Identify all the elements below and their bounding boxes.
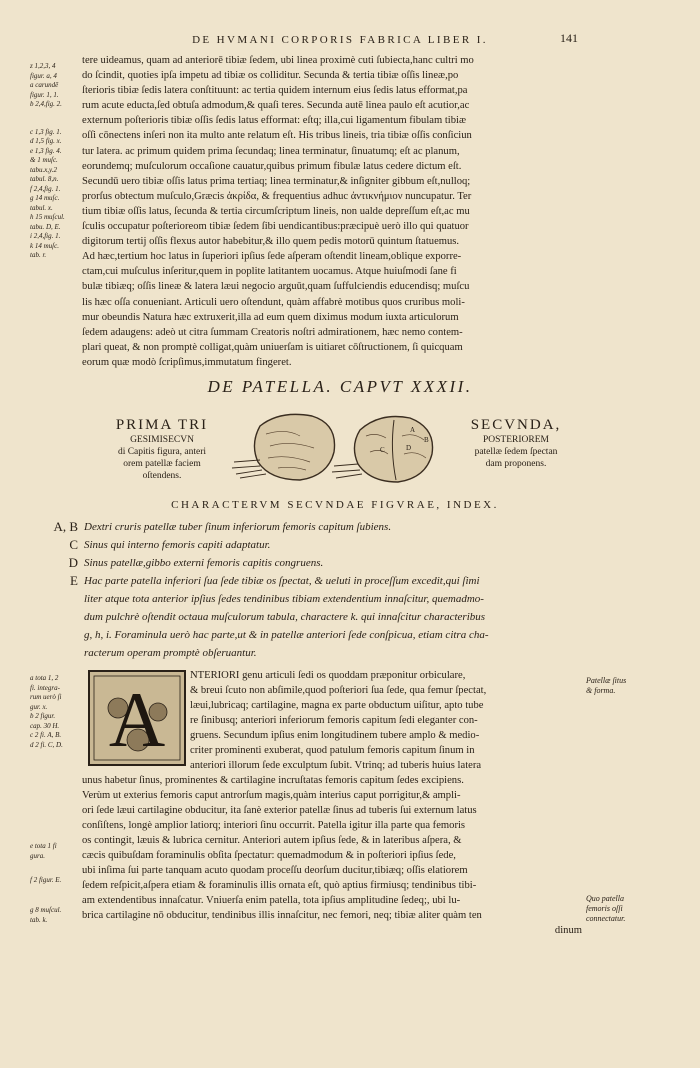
text-line: ori ſede læui cartilagine obducitur, ita ſanè exterior patellæ ſinus ad tuberis ſui externum latus xyxy=(82,805,477,816)
text-line: ſculis occupatur poſterioreom tibiæ ſedem ſibi uendicantibus:præcipuè uerò illo qui quatuor xyxy=(82,221,469,233)
patella-anterior-figure xyxy=(232,414,335,480)
margin-note: i 2,4,fig. 1. xyxy=(30,232,61,240)
figure-label-c: C xyxy=(380,446,385,454)
text-line: externum poſterioris tibiæ oſſis ſedis latus efformat: eſtq; illa,cui ligamentum fibulam tibiæ xyxy=(82,115,467,127)
figure-caption-second xyxy=(446,417,586,470)
margin-note: figur. 1, 1. xyxy=(30,90,59,99)
text-line: oſſi cōnectens inſeri non ita multo ante relatum eſt. His tribus lineis, tria tibiæ oſſis conſiciun xyxy=(82,130,472,142)
margin-notes-top xyxy=(30,62,82,261)
margin-note: fi. integra- xyxy=(30,683,60,692)
text-line: eorundemq; muſculorum occaſione cauatur,quibus primum fibulæ latus cedere dictum eſt. xyxy=(82,160,462,172)
margin-note: f 2,4,fig. 1. xyxy=(30,184,61,193)
margin-note: k 14 muſc. xyxy=(30,241,59,250)
margin-note: d 2 fi. C, D. xyxy=(30,740,63,749)
margin-note: z 1,2,3, 4 xyxy=(30,62,56,70)
margin-notes-bottom xyxy=(30,674,82,750)
text-line: & breui ſcuto non abſimile,quod poſteriori ſua ſede, qua femur ſpectat, xyxy=(190,685,487,696)
margin-notes-bottom-3 xyxy=(30,876,82,886)
text-line: Secundū uero tibiæ oſſis latus prima tertiaq; linea terminatur,& inſigniter gibbum eſt,nulloq; xyxy=(82,175,471,187)
text-line: prorſus obtectum muſculo,Græcis ἀκρίδα, & frequentius adhuc ἀντικνήμιον nuncupatur. Ter xyxy=(82,190,472,202)
running-title: DE HVMANI CORPORIS FABRICA LIBER I. xyxy=(192,34,488,46)
index-entry xyxy=(40,518,580,536)
margin-note: a carundē xyxy=(30,81,59,89)
text-line: anteriori illorum ſede exculptum ſubit. Vtrinq; ad tuberis huius latera xyxy=(190,760,482,771)
text-line: ſedem adaugens: adeò ut citra ſummam Creatoris noſtri admirationem, hæc nemo contem- xyxy=(82,326,463,338)
margin-notes-bottom-4 xyxy=(30,906,82,925)
text-line: conſiſtens, longè amplior latiorq; interiori ſinu occurrit. Patella igitur illa parte qua femoris xyxy=(82,820,466,831)
index-continuation: liter atque tota anterior ipſius ſedes tendinibus tibiam extendentium innaſcitur, quemadmo- xyxy=(84,593,484,605)
chapter-title: DE PATELLA. CAPVT XXXII. xyxy=(207,377,473,396)
margin-note: tabu.x,y.2 xyxy=(30,165,58,174)
figure-caption-line: GESIMISECVN xyxy=(130,435,194,445)
margin-note: & forma. xyxy=(586,686,616,695)
text-line: NTERIORI genu articuli ſedi os quoddam præponitur orbiculare, xyxy=(190,670,466,681)
margin-note: e 1,3 fig. 4. xyxy=(30,146,62,155)
text-line: digitorum tertij oſſis flexus autor habebitur,& illo quem pedis motorū quintum ſtatuemus. xyxy=(82,236,460,248)
text-line: læui,lubricaq; cartilagine, magna ex parte obductum uiſitur, apto tube xyxy=(190,700,484,711)
margin-note: tabu. D, E. xyxy=(30,222,61,231)
text-line: Verùm ut exterius femoris caput antrorſum magis,quàm interius caput porrigitur,& ampli- xyxy=(82,790,461,801)
index-title: CHARACTERVM SECVNDAE FIGVRAE, INDEX. xyxy=(171,499,499,511)
margin-note: tab. r. xyxy=(30,251,47,259)
figure-caption-heading: SECVNDA, xyxy=(470,417,562,433)
text-line: bulæ tibiæq; oſſis lineæ & latera læui negocio arguūt,quam ſuffulciendis educendisq; muſcu xyxy=(82,281,470,293)
margin-note-right-situs xyxy=(586,676,666,696)
figure-caption-line: orem patellæ faciem xyxy=(123,459,201,469)
text-line: mur obeundis Natura hæc extruxerit,illa ad eum quem diximus modum iuxta articulorum xyxy=(82,311,459,323)
text-line: brica cartilagine nō obducitur, tendinibus illis innaſcitur, nec femori, neq; tibiæ aliter quàm ten xyxy=(82,910,482,921)
figure-caption-line: patellæ ſedem ſpectan xyxy=(474,447,558,457)
text-line: tur latera. ac primum quidem prima ſecundaq; linea terminatur, ſinuatumq; eſt ac planum, xyxy=(82,145,460,157)
figure-caption-line: dam proponens. xyxy=(485,459,547,469)
index-letter: E xyxy=(70,573,78,588)
margin-note: & 1 muſc. xyxy=(30,156,58,164)
index-letter: A, B xyxy=(53,519,78,534)
margin-note: g 8 muſcul. xyxy=(30,906,62,914)
text-line: eorum quæ modò ſcripſimus,immutatum fingeret. xyxy=(82,356,292,368)
text-line: do ſcindit, quoties ipſa impetu ad tibiæ os colliditur. Secunda & tertia tibiæ oſſis lineæ,po xyxy=(82,70,459,82)
index-entry xyxy=(40,554,580,572)
margin-note: connectatur. xyxy=(586,914,626,923)
index-continuation: racterum operam promptè obſeruantur. xyxy=(84,647,257,659)
text-line: criter prominenti exuberat, quod patulum femoris capitum ſinum in xyxy=(190,745,475,756)
figure-label-a: A xyxy=(410,426,416,434)
text-line: os contingit, læuis & lubrica cernitur. Anteriori autem ipſius ſede, & in lateribus aſpera, & xyxy=(82,835,462,846)
page-number: 141 xyxy=(560,31,578,45)
margin-note: c 2 fi. A, B. xyxy=(30,731,62,739)
index-text: Hac parte patella inferiori ſua ſede tibiæ os ſpectat, & ueluti in proceſſum excedit,qui ſimi xyxy=(84,575,480,587)
margin-note-right-connect xyxy=(586,894,666,924)
margin-note: h 15 muſcul. xyxy=(30,213,65,221)
margin-note: e tota 1 fi xyxy=(30,842,57,850)
margin-note: b 2 figur. xyxy=(30,712,56,720)
character-index xyxy=(40,518,580,662)
margin-note: gur. x. xyxy=(30,702,48,711)
text-line: rum acute educta,ſed obtuſa admodum,& quaſi teres. Secunda autē linea paulo eſt acutior,ac xyxy=(82,100,470,112)
text-line: ctam,cui muſculus inſeritur,quem in poplite latitantem uocamus. Atque huiuſmodi ſane fi xyxy=(82,266,457,278)
text-line: am extendentibus innaſcatur. Vniuerſa enim patella, tota ipſius amplitudine ſedeq;, ubi lu- xyxy=(82,895,461,906)
index-text: Sinus qui interno femoris capiti adaptatur. xyxy=(84,539,271,551)
margin-note: tab. k. xyxy=(30,915,48,924)
margin-note: rum uerò ſi xyxy=(30,693,62,701)
text-line: re ſinibusq; anteriori inferiorum femoris capitum ſedi eleganter con- xyxy=(190,715,478,726)
chapter-body xyxy=(82,668,582,938)
figure-caption-heading: PRIMA TRI xyxy=(115,417,209,433)
margin-note: gura. xyxy=(30,851,45,860)
text-line: tere uideamus, quam ad anteriorē tibiæ ſedem, ubi linea proximè cuti ſubiecta,hanc cultri mo xyxy=(82,55,474,66)
index-entry xyxy=(40,536,580,554)
text-line: plari queat, & non promptè colligat,quàm uniuerſam is uitiaret cōſtructionem, ſi quicquam xyxy=(82,341,463,353)
text-line: lis hæc oſſa conueniant. Articuli uero oſtendunt, quàm affabrè motibus quos cruribus moli- xyxy=(82,296,465,308)
index-continuation: g, h, i. Foraminula uerò hac parte,ut & in patellæ anteriori ſede conſpicua, etiam citra cha- xyxy=(84,629,489,641)
index-text: Sinus patellæ,gibbo externi femoris capitis congruens. xyxy=(84,557,324,569)
drop-cap-letter: A xyxy=(108,676,166,763)
figure-caption-line: POSTERIOREM xyxy=(483,435,549,445)
margin-note: d 1,5 fig. x. xyxy=(30,137,62,145)
figure-label-d: D xyxy=(406,444,412,452)
text-line: cæcis quibuſdam foraminulis obſita ſpectatur: quemadmodum & in poſteriori ipſius ſede, xyxy=(82,850,456,861)
margin-note: g 14 muſc. xyxy=(30,194,60,202)
figure-caption-line: oſtendens. xyxy=(142,471,182,481)
margin-note: Quo patella xyxy=(586,894,624,903)
figure-label-b: B xyxy=(424,436,429,444)
index-text: Dextri cruris patellæ tuber ſinum inferiorum femoris capitum ſubiens. xyxy=(84,521,392,533)
margin-note: c 1,3 fig. 1. xyxy=(30,127,62,136)
text-line: unus habetur ſinus, prominentes & cartilagine incruſtatas femoris capitum ſedes excipiens. xyxy=(82,775,464,786)
margin-note: a tota 1, 2 xyxy=(30,674,59,682)
text-line: gruens. Secundum ipſius enim longitudinem tubere amplo & medio- xyxy=(190,730,480,741)
margin-note: tabul. 8,n. xyxy=(30,175,59,183)
patella-posterior-figure xyxy=(332,417,433,483)
margin-note: f 2 figur. E. xyxy=(30,876,62,884)
text-line: ſterioris tibiæ ſedis latera conſtituunt: ac tertia quidem internum eius ſedis latus efformat,pa xyxy=(82,85,468,97)
index-continuation: dum pulchrè oſtendit octaua muſculorum tabula, charactere k. qui innaſcitur characteribus xyxy=(84,611,486,623)
index-entry xyxy=(40,572,580,590)
margin-note: b 2,4,fig. 2. xyxy=(30,100,62,108)
margin-note: figur. a, 4 xyxy=(30,71,57,80)
text-line: tium tibiæ oſſis latus, ſecunda & tertia circumſcriptum lineis, non ualde depreſſum eſt,ac mu xyxy=(82,205,470,217)
figure-caption-first xyxy=(82,417,242,482)
margin-note: Patellæ ſitus xyxy=(586,676,627,685)
figure-caption-line: di Capitis figura, anteri xyxy=(117,447,207,457)
margin-note: cap. 30 H. xyxy=(30,721,60,730)
margin-note: femoris oſſi xyxy=(586,904,623,913)
index-letter: D xyxy=(68,555,78,570)
text-line: ſedem reſpicit,aſpera etiam & foraminulis illis ornata eſt, quò aptius firmiusq; tendinibus tibi- xyxy=(82,880,477,891)
catchword: dinum xyxy=(554,925,582,936)
main-text xyxy=(82,53,582,370)
margin-note: tabul. x. xyxy=(30,203,53,212)
margin-notes-bottom-2 xyxy=(30,842,82,861)
text-line: ubi inſima ſui parte tanquam acuto quodam proceſſu deorſum ducitur,tibiæq; oſſis elatiorem xyxy=(82,865,468,876)
index-letter: C xyxy=(69,537,78,552)
patella-illustrations xyxy=(230,406,450,488)
text-line: Ad hæc,tertium hoc latus in ſuperiori ipſius ſede aſperam oſtendit lineam,oblique exporre- xyxy=(82,251,462,263)
